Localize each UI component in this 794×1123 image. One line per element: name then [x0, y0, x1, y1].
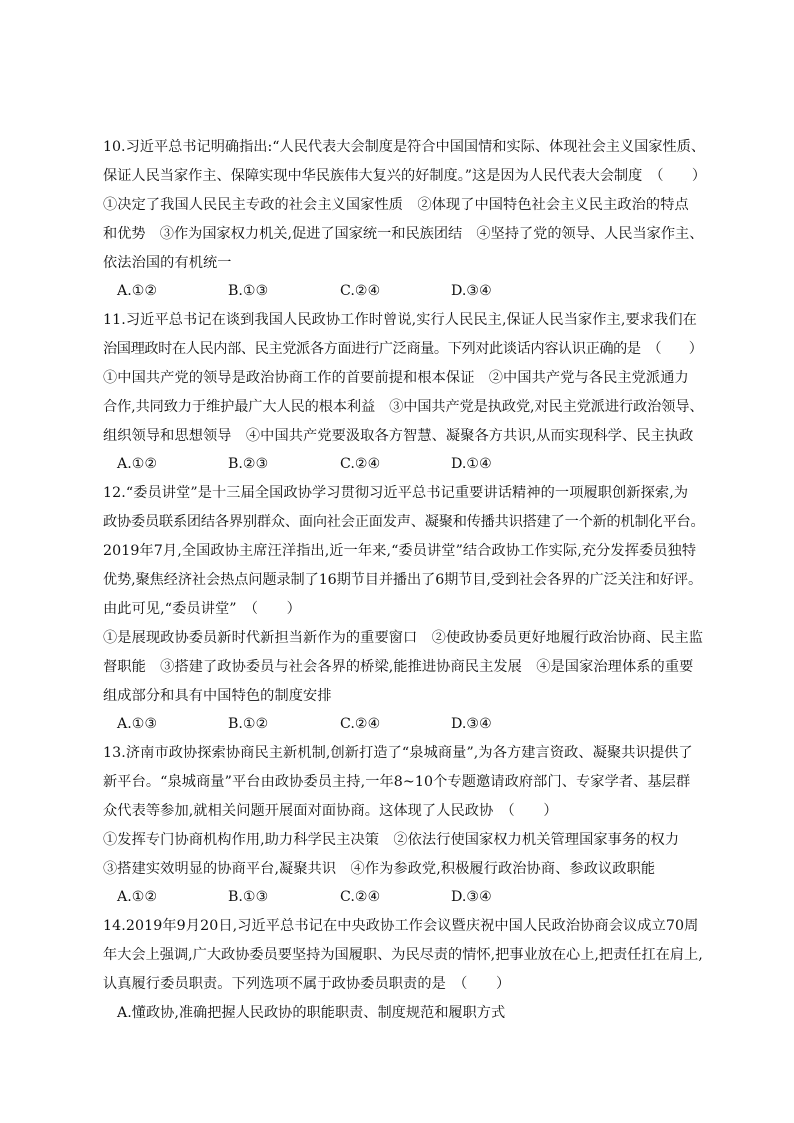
q11-item-line-1: ①中国共产党的领导是政治协商工作的首要前提和根本保证 ②中国共产党与各民主党派通力 — [103, 370, 689, 386]
q12-stem-line-1: 12.“委员讲堂”是十三届全国政协学习贯彻习近平总书记重要讲话精神的一项履职创新探索,为 — [103, 485, 689, 501]
q13-option-a: A.①② — [117, 889, 158, 905]
q12-stem-line-5: 由此可见,“委员讲堂” （ ） — [103, 601, 301, 617]
q10-item-line-2: 和优势 ③作为国家权力机关,促进了国家统一和民族团结 ④坚持了党的领导、人民当家作主、 — [103, 226, 704, 242]
q10-stem-line-2: 保证人民当家作主、保障实现中华民族伟大复兴的好制度。”这是因为人民代表大会制度 （ ） — [103, 168, 707, 184]
q11-option-d: D.①④ — [451, 456, 492, 472]
q10-item-line-1: ①决定了我国人民民主专政的社会主义国家性质 ②体现了中国特色社会主义民主政治的特点 — [103, 197, 689, 213]
q14-stem-line-1: 14.2019年9月20日,习近平总书记在中央政协工作会议暨庆祝中国人民政治协商会议成立70周 — [103, 918, 699, 934]
q14-stem-line-3: 认真履行委员职责。下列选项不属于政协委员职责的是 （ ） — [103, 976, 511, 992]
q12-stem-line-2: 政协委员联系团结各界别群众、面向社会正面发声、凝聚和传播共识搭建了一个新的机制化平台。 — [103, 514, 705, 530]
q12-option-b: B.①② — [228, 716, 269, 732]
q11-stem-line-1: 11.习近平总书记在谈到我国人民政协工作时曾说,实行人民民主,保证人民当家作主,要求我们在 — [103, 312, 697, 328]
q12-option-c: C.②④ — [340, 716, 381, 732]
q13-option-d: D.③④ — [451, 889, 492, 905]
q10-item-line-3: 依法治国的有机统一 — [103, 255, 232, 271]
q13-stem-line-2: 新平台。“泉城商量”平台由政协委员主持,一年8~10个专题邀请政府部门、专家学者、基层群 — [103, 774, 691, 790]
q13-stem-line-3: 众代表等参加,就相关问题开展面对面协商。这体现了人民政协 （ ） — [103, 803, 558, 819]
q12-stem-line-3: 2019年7月,全国政协主席汪洋指出,近一年来,“委员讲堂”结合政协工作实际,充分发挥委员独特 — [103, 543, 697, 559]
q11-item-line-3: 组织领导和思想领导 ④中国共产党要汲取各方智慧、凝聚各方共识,从而实现科学、民主执政 — [103, 428, 694, 444]
q10-option-c: C.②④ — [340, 283, 381, 299]
q12-option-a: A.①③ — [117, 716, 158, 732]
q12-item-line-2: 督职能 ③搭建了政协委员与社会各界的桥梁,能推进协商民主发展 ④是国家治理体系的重要 — [103, 659, 694, 675]
q12-stem-line-4: 优势,聚焦经济社会热点问题录制了16期节目并播出了6期节目,受到社会各界的广泛关注和好评。 — [103, 572, 703, 588]
q11-option-b: B.②③ — [228, 456, 269, 472]
q11-option-c: C.②④ — [340, 456, 381, 472]
q14-option-a: A.懂政协,准确把握人民政协的职能职责、制度规范和履职方式 — [117, 1005, 506, 1021]
q11-stem-line-2: 治国理政时在人民内部、民主党派各方面进行广泛商量。下列对此谈话内容认识正确的是 （ ） — [103, 341, 703, 357]
q12-option-d: D.③④ — [451, 716, 492, 732]
q13-item-line-2: ③搭建实效明显的协商平台,凝聚共识 ④作为参政党,积极履行政治协商、参政议政职能 — [103, 861, 656, 877]
q11-item-line-2: 合作,共同致力于维护最广大人民的根本利益 ③中国共产党是执政党,对民主党派进行政治领导、 — [103, 399, 704, 415]
q13-option-c: C.②④ — [340, 889, 381, 905]
q13-stem-line-1: 13.济南市政协探索协商民主新机制,创新打造了“泉城商量”,为各方建言资政、凝聚共识提供了 — [103, 745, 693, 761]
q11-option-a: A.①② — [117, 456, 158, 472]
q13-item-line-1: ①发挥专门协商机构作用,助力科学民主决策 ②依法行使国家权力机关管理国家事务的权力 — [103, 832, 680, 848]
q14-stem-line-2: 年大会上强调,广大政协委员要坚持为国履职、为民尽责的情怀,把事业放在心上,把责任扛在肩上, — [103, 947, 703, 963]
q10-stem-line-1: 10.习近平总书记明确指出:“人民代表大会制度是符合中国国情和实际、体现社会主义国家性质、 — [103, 139, 706, 155]
q10-option-d: D.③④ — [451, 283, 492, 299]
q12-item-line-3: 组成部分和具有中国特色的制度安排 — [103, 688, 332, 704]
q10-option-a: A.①② — [117, 283, 158, 299]
q13-option-b: B.①③ — [228, 889, 269, 905]
q10-option-b: B.①③ — [228, 283, 269, 299]
q12-item-line-1: ①是展现政协委员新时代新担当新作为的重要窗口 ②使政协委员更好地履行政治协商、民主监 — [103, 630, 704, 646]
